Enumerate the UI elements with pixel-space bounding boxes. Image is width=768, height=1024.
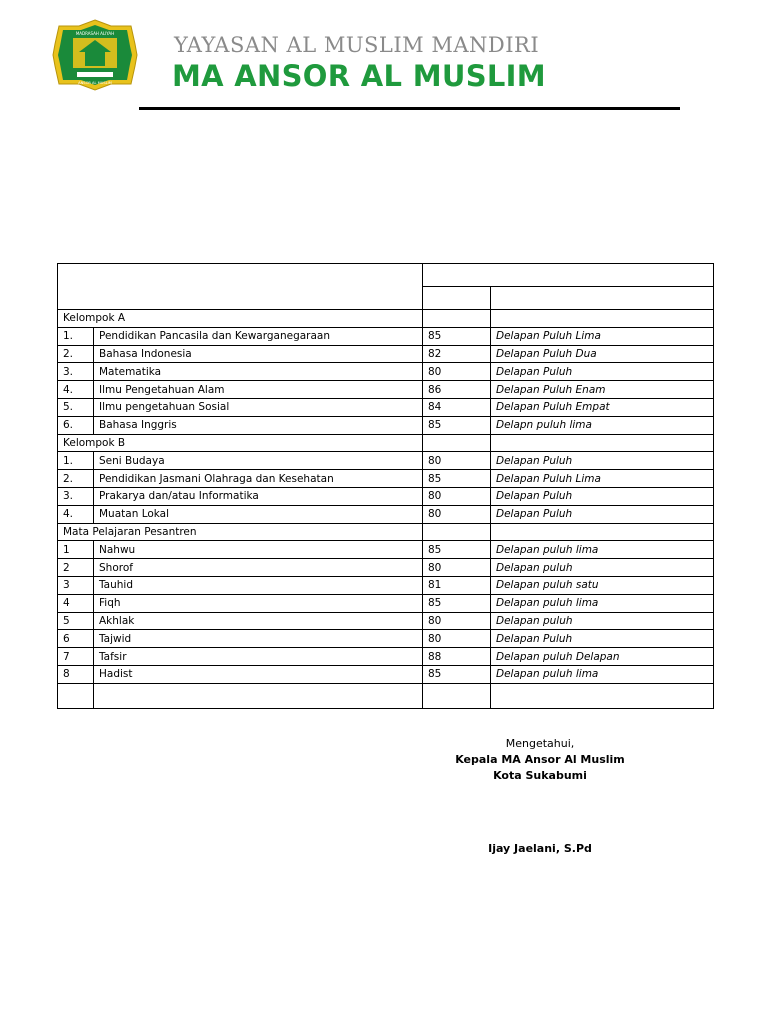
principal-position: Kepala MA Ansor Al Muslim <box>455 753 625 766</box>
group-score-cell <box>423 523 491 541</box>
table-row <box>58 345 714 363</box>
score-value: 80 <box>423 363 491 381</box>
subject-name: Seni Budaya <box>94 452 423 470</box>
score-value: 85 <box>423 594 491 612</box>
score-in-words: Delapan Puluh Enam <box>491 381 714 399</box>
svg-text:MADRASAH ALIYAH: MADRASAH ALIYAH <box>75 31 115 36</box>
score-value: 82 <box>423 345 491 363</box>
table-row <box>58 559 714 577</box>
score-in-words: Delapan puluh satu <box>491 576 714 594</box>
group-words-cell <box>491 434 714 452</box>
svg-text:ANSOR AL MUSLIM: ANSOR AL MUSLIM <box>78 81 112 85</box>
row-number: 6. <box>58 416 94 434</box>
empty-cell <box>491 683 714 708</box>
table-row <box>58 363 714 381</box>
principal-name: Ijay Jaelani, S.Pd <box>488 842 592 855</box>
table-row <box>58 576 714 594</box>
row-number: 1 <box>58 541 94 559</box>
subject-name: Prakarya dan/atau Informatika <box>94 487 423 505</box>
score-value: 80 <box>423 487 491 505</box>
group-score-cell <box>423 310 491 328</box>
table-row <box>58 487 714 505</box>
row-number: 6 <box>58 630 94 648</box>
score-value: 80 <box>423 612 491 630</box>
group-words-cell <box>491 310 714 328</box>
subject-name: Ilmu pengetahuan Sosial <box>94 398 423 416</box>
school-emblem <box>51 18 139 92</box>
score-in-words: Delapan Puluh <box>491 505 714 523</box>
city-label: Kota Sukabumi <box>493 769 587 782</box>
score-in-words: Delapan puluh <box>491 612 714 630</box>
header-score-cell <box>423 287 491 310</box>
score-value: 85 <box>423 327 491 345</box>
subject-name: Ilmu Pengetahuan Alam <box>94 381 423 399</box>
row-number: 4. <box>58 381 94 399</box>
subject-name: Tafsir <box>94 648 423 666</box>
table-row <box>58 612 714 630</box>
subject-name: Akhlak <box>94 612 423 630</box>
row-number: 2. <box>58 470 94 488</box>
score-in-words: Delapan Puluh <box>491 363 714 381</box>
row-number: 3. <box>58 363 94 381</box>
table-row <box>58 470 714 488</box>
table-row <box>58 416 714 434</box>
row-number: 2 <box>58 559 94 577</box>
foundation-name: YAYASAN AL MUSLIM MANDIRI <box>174 33 540 57</box>
group-words-cell <box>491 523 714 541</box>
header-grade-cell <box>423 264 714 287</box>
table-row <box>58 398 714 416</box>
score-in-words: Delapan puluh <box>491 559 714 577</box>
group-row <box>58 523 714 541</box>
row-number: 5 <box>58 612 94 630</box>
score-in-words: Delapan Puluh <box>491 630 714 648</box>
subject-name: Shorof <box>94 559 423 577</box>
score-in-words: Delapan Puluh <box>491 452 714 470</box>
score-value: 80 <box>423 505 491 523</box>
table-row <box>58 594 714 612</box>
header-divider <box>139 107 680 110</box>
score-in-words: Delapan Puluh Empat <box>491 398 714 416</box>
subject-name: Tajwid <box>94 630 423 648</box>
school-logo <box>51 18 139 92</box>
subject-name: Muatan Lokal <box>94 505 423 523</box>
header-words-cell <box>491 287 714 310</box>
score-in-words: Delapan puluh lima <box>491 541 714 559</box>
row-number: 3 <box>58 576 94 594</box>
subject-name: Pendidikan Jasmani Olahraga dan Kesehatan <box>94 470 423 488</box>
subject-name: Bahasa Inggris <box>94 416 423 434</box>
group-score-cell <box>423 434 491 452</box>
table-row <box>58 505 714 523</box>
table-row <box>58 452 714 470</box>
table-header-row <box>58 264 714 287</box>
score-value: 80 <box>423 559 491 577</box>
score-in-words: Delapan puluh lima <box>491 594 714 612</box>
row-number: 5. <box>58 398 94 416</box>
group-title: Kelompok A <box>58 310 423 328</box>
group-title: Kelompok B <box>58 434 423 452</box>
grades-table-body <box>58 264 714 709</box>
score-in-words: Delapan Puluh Dua <box>491 345 714 363</box>
empty-cell <box>423 683 491 708</box>
row-number: 1. <box>58 452 94 470</box>
school-name: MA ANSOR AL MUSLIM <box>172 59 546 93</box>
score-in-words: Delapan puluh Delapan <box>491 648 714 666</box>
score-in-words: Delapn puluh lima <box>491 416 714 434</box>
row-number: 1. <box>58 327 94 345</box>
score-value: 86 <box>423 381 491 399</box>
subject-name: Hadist <box>94 665 423 683</box>
score-value: 80 <box>423 452 491 470</box>
score-in-words: Delapan Puluh Lima <box>491 327 714 345</box>
table-row <box>58 541 714 559</box>
row-number: 3. <box>58 487 94 505</box>
empty-cell <box>94 683 423 708</box>
table-row <box>58 665 714 683</box>
row-number: 7 <box>58 648 94 666</box>
row-number: 4. <box>58 505 94 523</box>
score-value: 81 <box>423 576 491 594</box>
score-in-words: Delapan Puluh Lima <box>491 470 714 488</box>
table-row <box>58 630 714 648</box>
row-number: 2. <box>58 345 94 363</box>
row-number: 8 <box>58 665 94 683</box>
table-row <box>58 327 714 345</box>
group-title: Mata Pelajaran Pesantren <box>58 523 423 541</box>
subject-name: Fiqh <box>94 594 423 612</box>
grades-table <box>57 263 714 709</box>
subject-name: Tauhid <box>94 576 423 594</box>
header-subject-cell <box>58 264 423 310</box>
score-value: 85 <box>423 416 491 434</box>
table-row <box>58 648 714 666</box>
subject-name: Matematika <box>94 363 423 381</box>
score-in-words: Delapan puluh lima <box>491 665 714 683</box>
acknowledged-label: Mengetahui, <box>505 737 575 750</box>
subject-name: Nahwu <box>94 541 423 559</box>
subject-name: Bahasa Indonesia <box>94 345 423 363</box>
score-value: 85 <box>423 541 491 559</box>
score-value: 85 <box>423 665 491 683</box>
score-in-words: Delapan Puluh <box>491 487 714 505</box>
row-number: 4 <box>58 594 94 612</box>
subject-name: Pendidikan Pancasila dan Kewarganegaraan <box>94 327 423 345</box>
empty-cell <box>58 683 94 708</box>
score-value: 80 <box>423 630 491 648</box>
empty-row <box>58 683 714 708</box>
score-value: 88 <box>423 648 491 666</box>
score-value: 84 <box>423 398 491 416</box>
table-row <box>58 381 714 399</box>
group-row <box>58 310 714 328</box>
score-value: 85 <box>423 470 491 488</box>
group-row <box>58 434 714 452</box>
